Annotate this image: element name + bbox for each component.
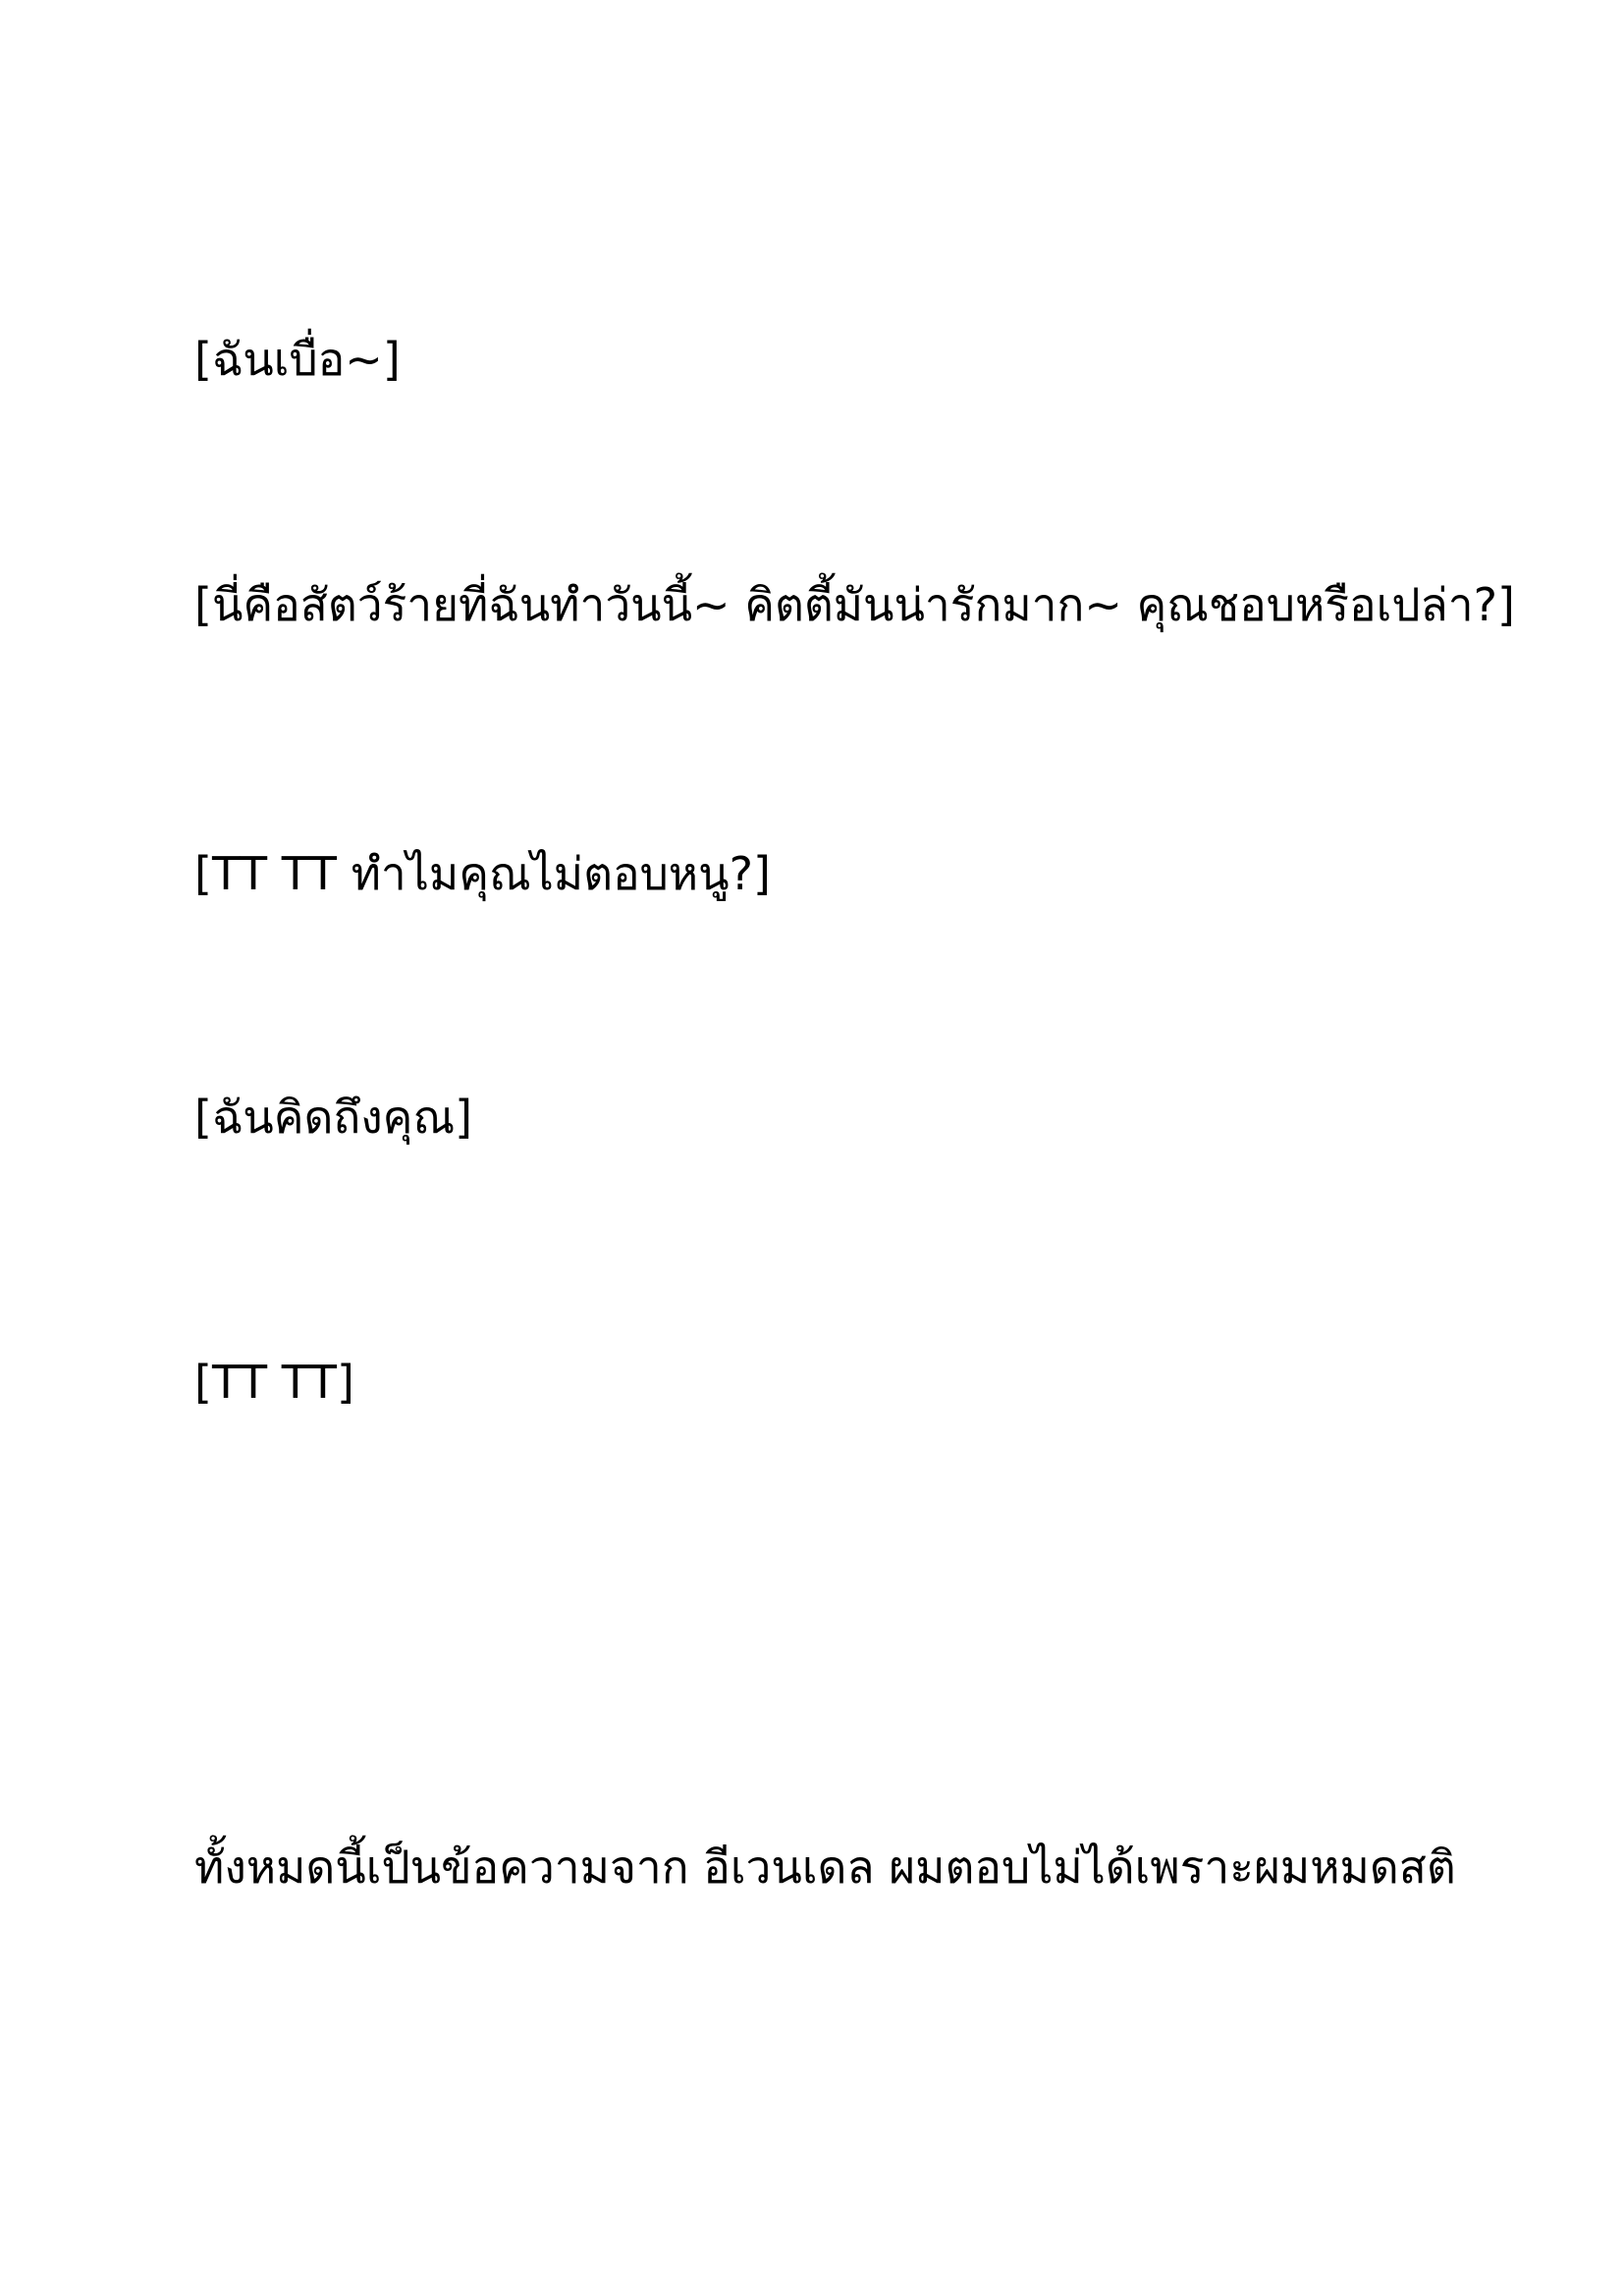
message-line-4: [ฉันคิดถึงคุณ] (194, 1091, 473, 1144)
narration-line: ทั้งหมดนี้เป็นข้อความจาก อีเวนเดล ผมตอบไม่ได้เพราะผมหมดสติ (194, 1841, 1456, 1894)
message-line-2: [นี่คือสัตว์ร้ายที่ฉันทำวันนี้~ คิตตี้มันน่ารักมาก~ คุณชอบหรือเปล่า?] (194, 578, 1515, 631)
message-line-1: [ฉันเบื่อ~] (194, 333, 401, 386)
message-line-5: [ТТ ТТ] (194, 1356, 354, 1409)
message-line-3: [ТТ ТТ ทำไมคุณไม่ตอบหนู?] (194, 847, 771, 900)
